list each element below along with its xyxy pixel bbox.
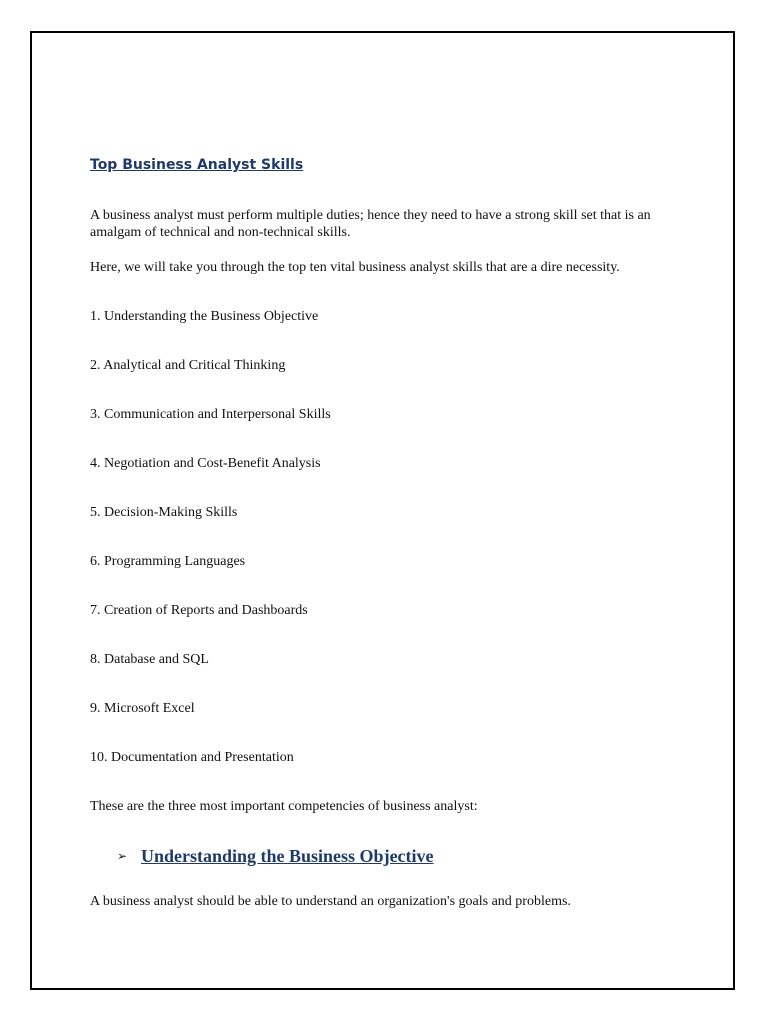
document-title: Top Business Analyst Skills [90, 157, 304, 173]
document-content [90, 157, 690, 910]
list-item: 2. Analytical and Critical Thinking [90, 358, 286, 373]
list-item: 5. Decision-Making Skills [90, 505, 238, 520]
list-item: 9. Microsoft Excel [90, 701, 195, 716]
list-item: 4. Negotiation and Cost-Benefit Analysis [90, 456, 321, 471]
list-item: 8. Database and SQL [90, 652, 209, 667]
document-page [30, 31, 735, 990]
intro-paragraph: A business analyst must perform multiple duties; hence they need to have a strong skill set that is an amalgam of technical and non-technical skills. [90, 208, 651, 240]
competencies-intro: These are the three most important competencies of business analyst: [90, 799, 478, 814]
list-item: 1. Understanding the Business Objective [90, 309, 319, 324]
list-item: 3. Communication and Interpersonal Skills [90, 407, 331, 422]
list-item: 7. Creation of Reports and Dashboards [90, 603, 308, 618]
arrow-bullet-icon: ➢ [117, 848, 128, 863]
list-item: 6. Programming Languages [90, 554, 246, 569]
subheading [117, 845, 690, 867]
skills-list [90, 308, 690, 766]
subheading-text: Understanding the Business Objective [141, 845, 434, 866]
closing-paragraph: A business analyst should be able to understand an organization's goals and problems. [90, 894, 571, 909]
list-item: 10. Documentation and Presentation [90, 750, 294, 765]
lead-paragraph: Here, we will take you through the top ten vital business analyst skills that are a dire necessity. [90, 260, 620, 275]
